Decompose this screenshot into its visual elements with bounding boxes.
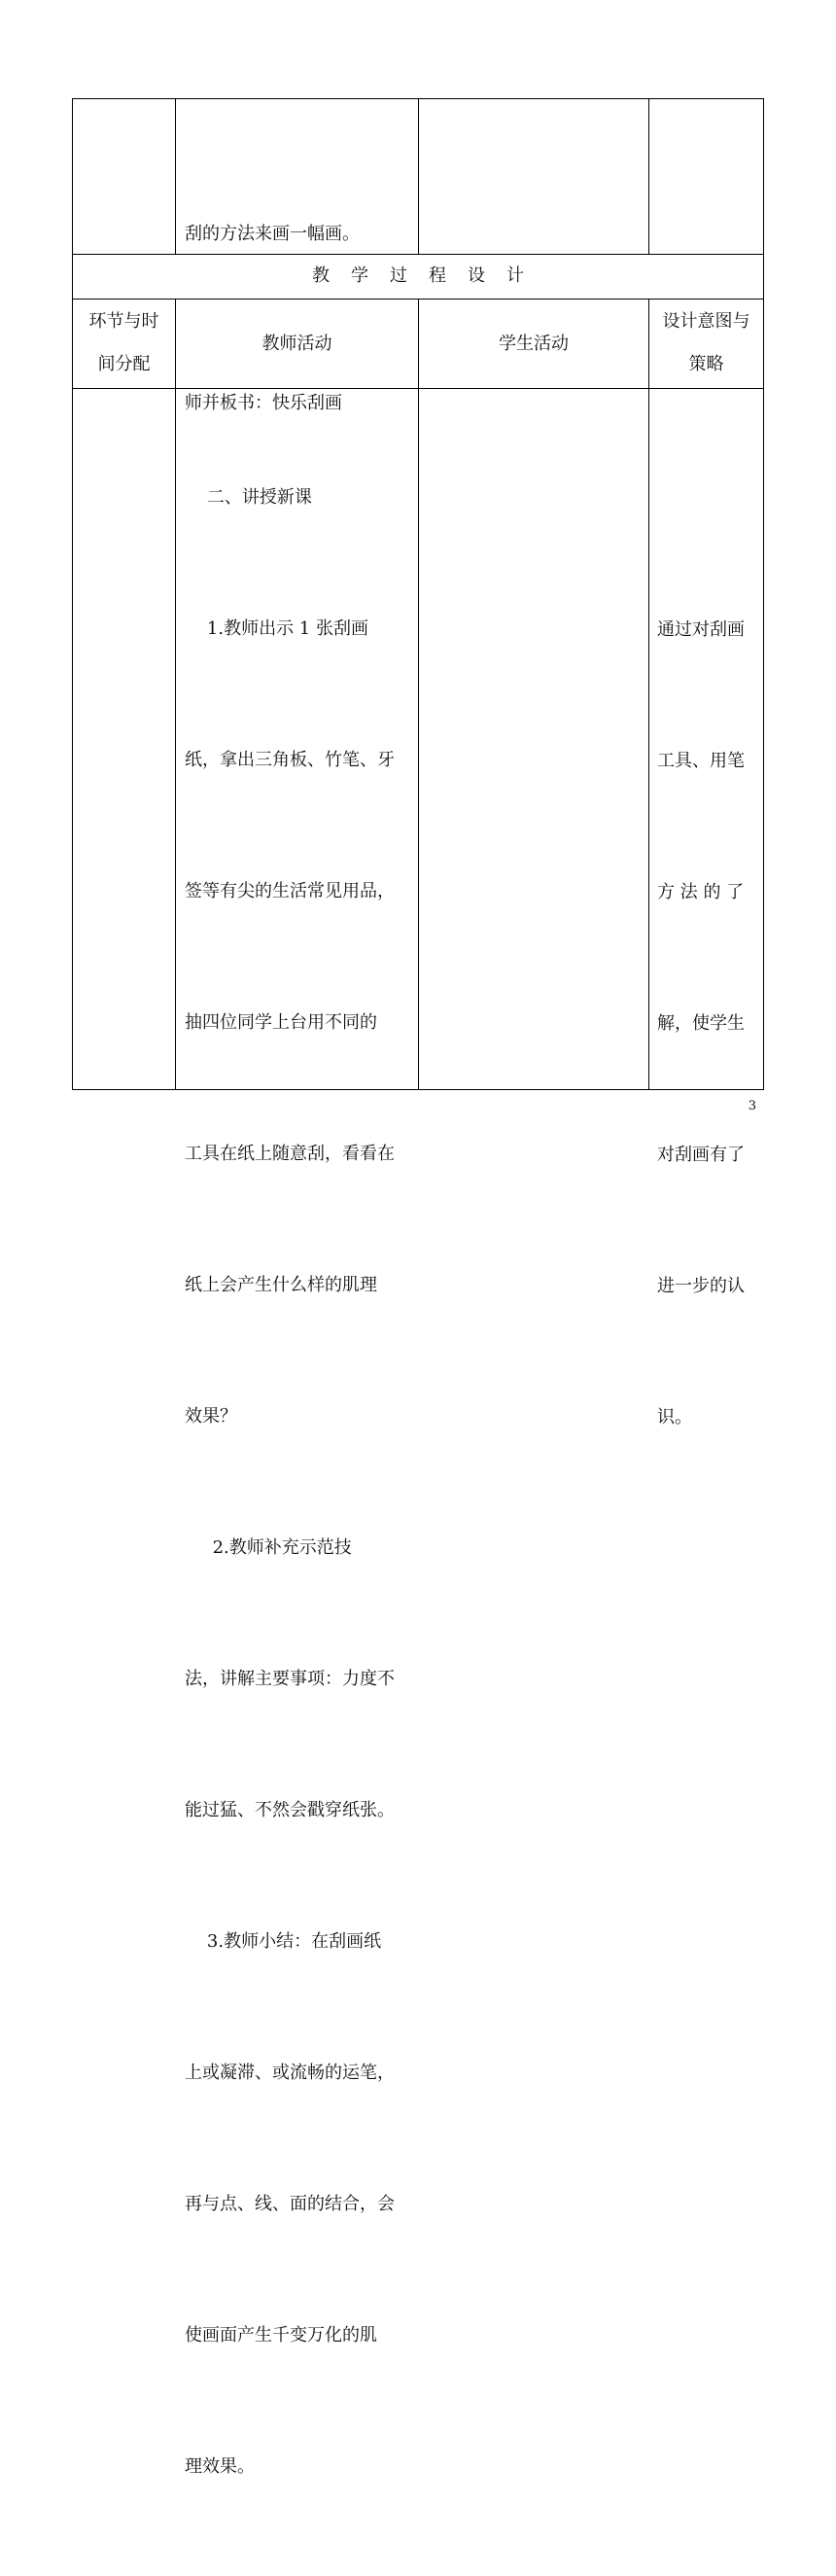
col-divider-1b	[175, 299, 176, 1090]
header-student-activity: 学生活动	[499, 334, 569, 354]
teacher-line: 1.教师出示 1 张刮画	[185, 618, 368, 639]
teacher-line: 3.教师小结：在刮画纸	[185, 1931, 382, 1952]
col-divider-1a	[175, 98, 176, 254]
section-title	[72, 255, 764, 298]
teacher-line: 再与点、线、面的结合，会	[185, 2194, 395, 2214]
intent-line: 方 法 的 了	[657, 882, 745, 902]
teacher-line: 签等有尖的生活常见用品，	[185, 881, 395, 901]
col-divider-2a	[418, 98, 419, 254]
section-title-char: 过	[390, 265, 407, 286]
teacher-line: 纸，拿出三角板、竹笔、牙	[185, 750, 395, 770]
teacher-line: 法，讲解主要事项：力度不	[185, 1669, 395, 1689]
intent-line: 工具、用笔	[657, 751, 745, 771]
table-right-border	[763, 98, 764, 1090]
header-col4-line-2: 策略	[688, 354, 724, 374]
section-title-char: 学	[351, 265, 368, 286]
teacher-line: 工具在纸上随意刮，看看在	[185, 1144, 395, 1164]
section-title-char: 程	[429, 265, 446, 286]
header-stage-time	[73, 300, 175, 386]
intent-line: 对刮画有了	[657, 1145, 745, 1165]
teacher-line: 能过猛、不然会戳穿纸张。	[185, 1800, 395, 1820]
teacher-line: 理效果。	[185, 2456, 255, 2477]
top-teacher-line-2: 师并板书：快乐刮画	[185, 393, 342, 413]
table-left-border	[72, 98, 73, 1090]
col-divider-3a	[648, 98, 649, 254]
header-col1-line-1: 环节与时	[88, 311, 159, 332]
intent-line: 识。	[657, 1407, 692, 1428]
teacher-line: 上或凝滞、或流畅的运笔，	[185, 2063, 395, 2083]
page-number: 3	[748, 1099, 756, 1113]
header-col4-line-1: 设计意图与	[662, 311, 750, 332]
body-design-intent	[657, 520, 758, 1527]
teacher-line: 抽四位同学上台用不同的	[185, 1012, 377, 1033]
header-design-intent	[649, 300, 763, 386]
header-teacher-activity: 教师活动	[261, 334, 332, 354]
teacher-line: 纸上会产生什么样的肌理	[185, 1275, 377, 1295]
col-divider-3b	[648, 299, 649, 1090]
intent-line: 解，使学生	[657, 1013, 745, 1034]
section-title-char: 教	[312, 265, 330, 286]
header-col1-line-2: 间分配	[97, 354, 151, 374]
teacher-line: 二、讲授新课	[185, 487, 312, 508]
intent-line: 进一步的认	[657, 1276, 745, 1296]
teacher-line: 效果？	[185, 1406, 237, 1427]
section-title-char: 设	[468, 265, 485, 286]
top-teacher-line-1: 刮的方法来画一幅画。	[185, 224, 360, 244]
col-divider-2b	[418, 299, 419, 1090]
teacher-line: 2.教师补充示范技	[185, 1537, 352, 1558]
teacher-line: 使画面产生千变万化的肌	[185, 2325, 377, 2346]
body-teacher-activity	[185, 388, 414, 2576]
intent-line: 通过对刮画	[657, 619, 745, 640]
section-title-char: 计	[506, 265, 524, 286]
